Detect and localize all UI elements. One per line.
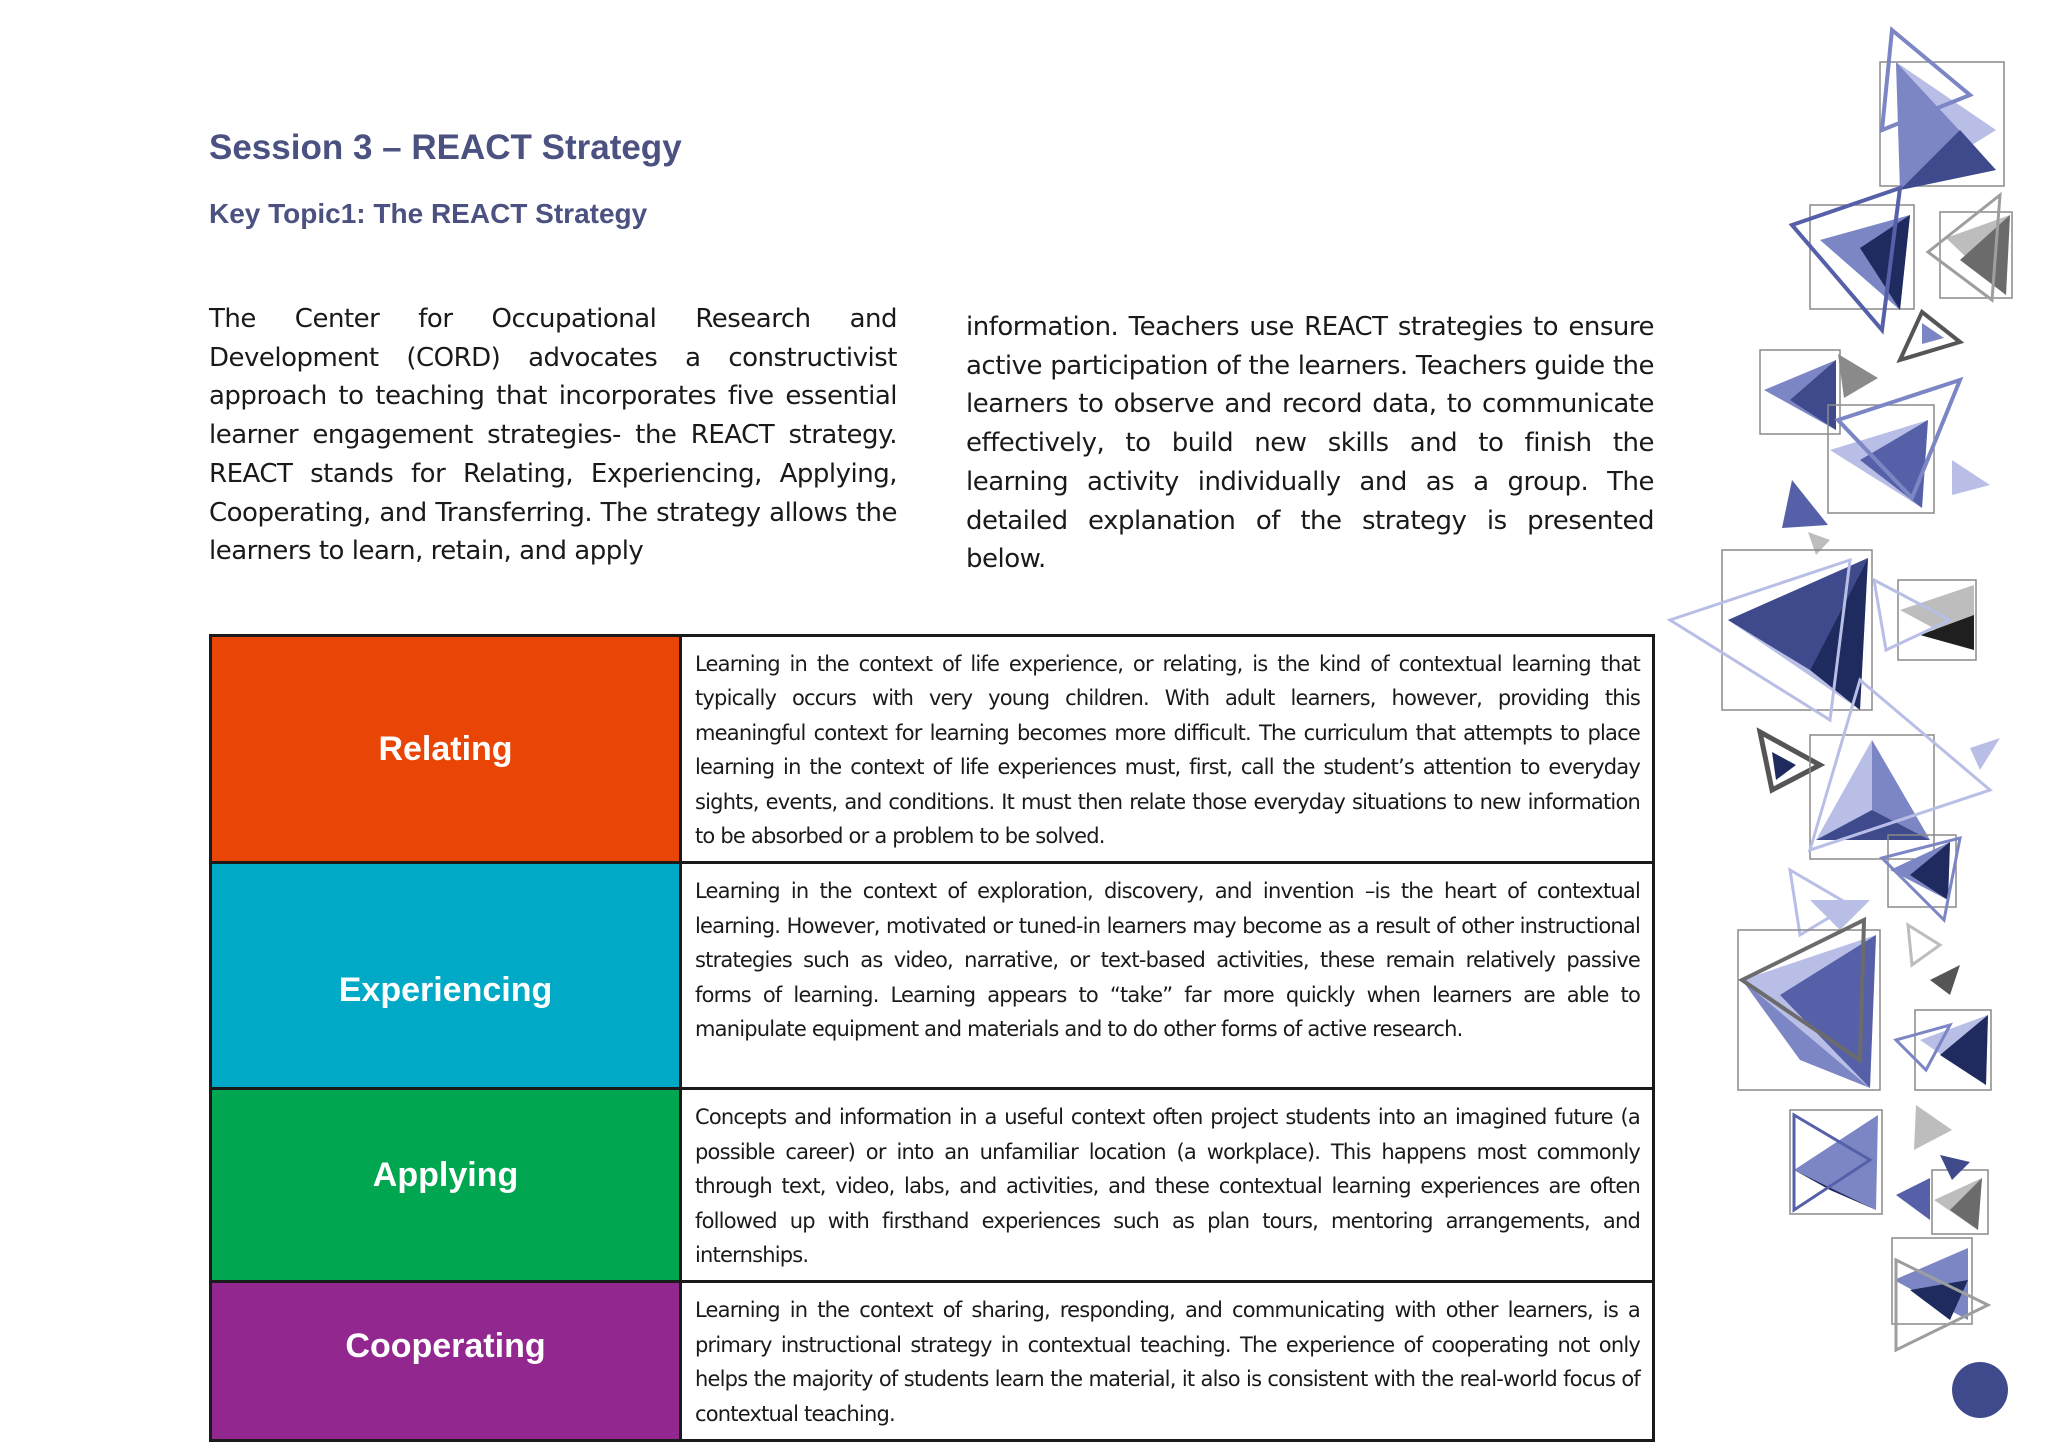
intro-paragraph-column-1: The Center for Occupational Research and Development (CORD) advocates a constructivist approach to teaching that incorporates five essential learner engagement strategies- the REACT strategy. REACT stands for Relating, Experiencing, Applying, Cooperating, and Transferring. The strategy allows the learners to learn, retain, and apply <box>209 304 897 567</box>
table-row-applying <box>211 1089 1654 1282</box>
applying-description: Concepts and information in a useful context often project students into an imagined future (a possible career) or into an unfamiliar location (a workplace). This happens most commonly through text, video, labs, and activities, and these contextual learning experiences are often followed up with firsthand experiences such as plan tours, mentoring arrangements, and internships. <box>681 1089 1654 1282</box>
relating-description: Learning in the context of life experience, or relating, is the kind of contextual learning that typically occurs with very young children. With adult learners, however, providing this meaningful context for learning becomes more difficult. The curriculum that attempts to place learning in the context of life experiences must, first, call the student’s attention to everyday sights, events, and conditions. It must then relate those everyday situations to new information to be absorbed or a problem to be solved. <box>681 636 1654 863</box>
cooperating-label-cell: Cooperating <box>211 1282 681 1441</box>
cooperating-description: Learning in the context of sharing, responding, and communicating with other learners, is a primary instructional strategy in contextual teaching. The experience of cooperating not only helps the majority of students learn the material, it also is consistent with the real-world focus of contextual teaching. <box>681 1282 1654 1441</box>
relating-label-cell: Relating <box>211 636 681 863</box>
react-strategy-table <box>209 634 1655 1442</box>
applying-label-cell: Applying <box>211 1089 681 1282</box>
table-row-cooperating <box>211 1282 1654 1441</box>
experiencing-description: Learning in the context of exploration, discovery, and invention –is the heart of contextual learning. However, motivated or tuned-in learners may become as a result of other instructional strategies such as video, narrative, or text-based activities, these remain relatively passive forms of learning. Learning appears to “take” far more quickly when learners are able to manipulate equipment and materials and to do other forms of active research. <box>681 863 1654 1089</box>
table-row-experiencing <box>211 863 1654 1089</box>
table-row-relating <box>211 636 1654 863</box>
experiencing-label-cell: Experiencing <box>211 863 681 1089</box>
triangle-pattern-icon <box>1660 20 2040 1420</box>
key-topic-heading: Key Topic1: The REACT Strategy <box>209 198 648 229</box>
intro-paragraph-column-2: information. Teachers use REACT strategies to ensure active participation of the learners. Teachers guide the learners to observe and record data, to communicate effectively, to build new skills and to finish the learning activity individually and as a group. The detailed explanation of the strategy is presented below. <box>966 312 1654 575</box>
page-title: Session 3 – REACT Strategy <box>209 128 682 167</box>
